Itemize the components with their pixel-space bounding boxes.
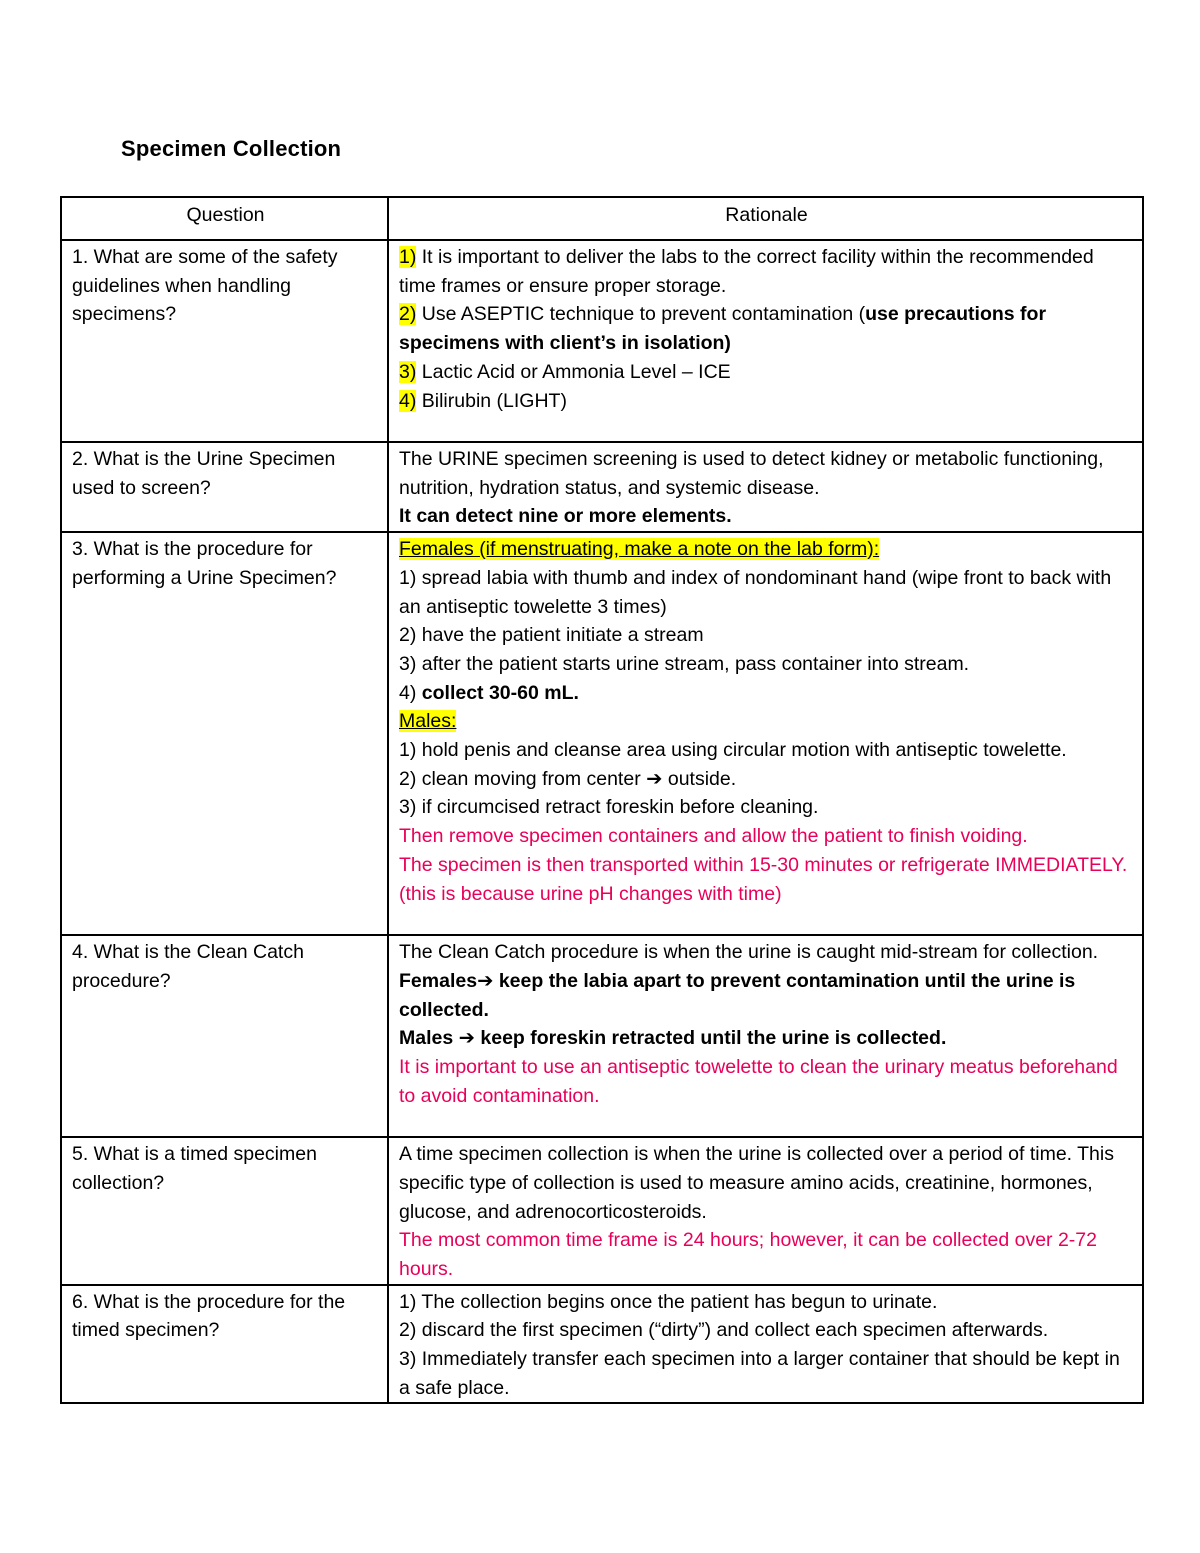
answer-text: Use ASEPTIC technique to prevent contamination ( [416, 303, 866, 326]
answer-line [399, 765, 1134, 794]
question-cell: 2. What is the Urine Specimen used to screen? [61, 442, 388, 532]
page-title: Specimen Collection [121, 136, 342, 161]
answer-line: 1) The collection begins once the patient has begun to urinate. [399, 1290, 938, 1313]
answer-line [399, 243, 1134, 300]
table-row [61, 532, 1143, 935]
answer-line: 3) if circumcised retract foreskin before cleaning. [399, 796, 819, 819]
females-heading: Females (if menstruating, make a note on the lab form): [399, 538, 880, 561]
rationale-header: Rationale [388, 197, 1143, 240]
answer-line: The URINE specimen screening is used to detect kidney or metabolic functioning, nutrition, hydration status, and systemic disease. [399, 448, 1104, 499]
answer-note: Then remove specimen containers and allow the patient to finish voiding. [399, 825, 1028, 848]
answer-line: 1) spread labia with thumb and index of nondominant hand (wipe front to back with an antiseptic towelette 3 times) [399, 566, 1112, 618]
rationale-cell [388, 240, 1143, 442]
answer-text: keep foreskin retracted until the urine is collected. [474, 1027, 947, 1050]
table-row [61, 935, 1143, 1137]
males-heading: Males: [399, 710, 457, 733]
table-row [61, 442, 1143, 532]
question-cell: 5. What is a timed specimen collection? [61, 1137, 388, 1285]
answer-text: Lactic Acid or Ammonia Level – ICE [416, 360, 731, 383]
answer-line [399, 1024, 1134, 1053]
answer-text: Females [399, 969, 478, 992]
answer-bold-text: collect 30-60 mL. [421, 681, 579, 704]
rationale-cell [388, 1137, 1143, 1285]
question-header: Question [61, 197, 388, 240]
answer-line: 2) have the patient initiate a stream [399, 624, 704, 647]
table-row [61, 1137, 1143, 1285]
answer-text: outside. [662, 767, 737, 790]
answer-note: It is important to use an antiseptic towelette to clean the urinary meatus beforehand to avoid contamination. [399, 1055, 1118, 1107]
answer-line: A time specimen collection is when the urine is collected over a period of time. This specific type of collection is used to measure amino acids, creatinine, hormones, glucose, and adrenocorticosteroids. [399, 1143, 1114, 1223]
answer-note: The specimen is then transported within 15-30 minutes or refrigerate IMMEDIATELY. (this is because urine pH changes with time) [399, 853, 1128, 905]
answer-line [399, 967, 1134, 1024]
answer-line: It can detect nine or more elements. [399, 505, 732, 528]
females-heading-line [399, 535, 1134, 564]
answer-line: The Clean Catch procedure is when the urine is caught mid-stream for collection. [399, 941, 1099, 964]
arrow-right-icon: ➔ [646, 767, 663, 790]
males-heading-line [399, 707, 1134, 736]
answer-text: keep the labia apart to prevent contamination until the urine is collected. [399, 969, 1076, 1021]
highlighted-number: 4) [399, 389, 417, 412]
answer-text: Bilirubin (LIGHT) [416, 389, 567, 412]
answer-line [399, 358, 1134, 387]
answer-text: 2) clean moving from center [399, 767, 647, 790]
answer-line [399, 300, 1134, 357]
answer-line: 3) Immediately transfer each specimen into a larger container that should be kept in a safe place. [399, 1348, 1120, 1399]
answer-text: It is important to deliver the labs to the correct facility within the recommended time frames or ensure proper storage. [399, 246, 1094, 297]
table-row [61, 1285, 1143, 1404]
arrow-right-icon: ➔ [458, 1027, 475, 1050]
rationale-cell [388, 935, 1143, 1137]
rationale-cell [388, 1285, 1143, 1404]
table-row [61, 240, 1143, 442]
answer-line [399, 679, 1134, 708]
highlighted-number: 2) [399, 303, 417, 326]
question-cell: 1. What are some of the safety guidelines when handling specimens? [61, 240, 388, 442]
arrow-right-icon: ➔ [477, 969, 494, 992]
table-header-row [61, 197, 1143, 240]
question-cell: 3. What is the procedure for performing a Urine Specimen? [61, 532, 388, 935]
answer-line: 1) hold penis and cleanse area using circular motion with antiseptic towelette. [399, 739, 1067, 762]
answer-line [399, 387, 1134, 416]
highlighted-number: 1) [399, 246, 417, 268]
highlighted-number: 3) [399, 360, 417, 383]
answer-line: 2) discard the first specimen (“dirty”) and collect each specimen afterwards. [399, 1319, 1049, 1342]
answer-line: 3) after the patient starts urine stream, pass container into stream. [399, 652, 970, 675]
answer-text: 4) [399, 681, 422, 704]
rationale-cell [388, 442, 1143, 532]
answer-text: Males [399, 1027, 459, 1050]
answer-note: The most common time frame is 24 hours; however, it can be collected over 2-72 hours. [399, 1229, 1097, 1280]
answer-bold-text: use precautions for specimens with client’s in isolation) [399, 303, 1047, 355]
question-cell: 6. What is the procedure for the timed specimen? [61, 1285, 388, 1404]
question-cell: 4. What is the Clean Catch procedure? [61, 935, 388, 1137]
rationale-cell [388, 532, 1143, 935]
qa-table [60, 196, 1144, 1404]
